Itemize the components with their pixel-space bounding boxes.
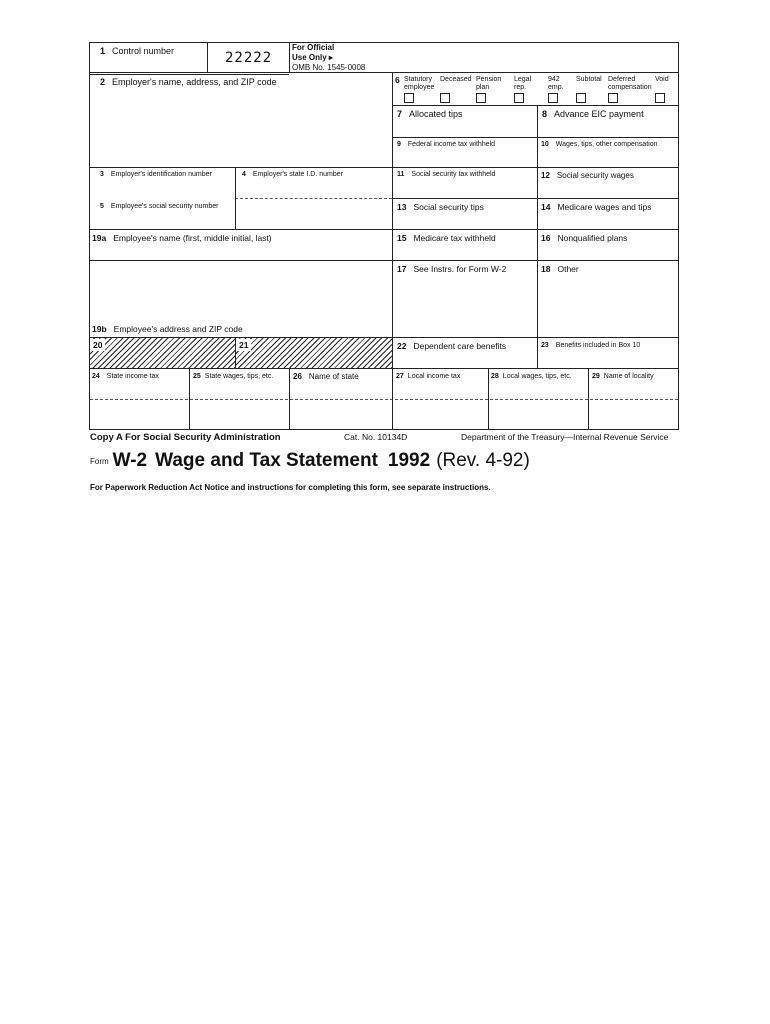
w2-form-grid <box>89 42 679 430</box>
box4-text: Employer's state I.D. number <box>252 171 343 178</box>
omb-number: OMB No. 1545-0008 <box>292 63 366 72</box>
box10-number: 10 <box>541 141 549 148</box>
box6-checkbox[interactable] <box>440 93 450 103</box>
box12-number: 12 <box>541 171 550 180</box>
box6-checkbox[interactable] <box>608 93 618 103</box>
box29-text: Name of locality <box>603 373 654 380</box>
col-divider <box>488 368 489 430</box>
form-name: Wage and Tax Statement <box>155 450 378 471</box>
box27-label <box>396 373 460 381</box>
col-divider <box>392 72 393 368</box>
form-title <box>90 450 530 472</box>
box14-text: Medicare wages and tips <box>557 202 652 212</box>
box6-checkbox[interactable] <box>655 93 665 103</box>
box12-label <box>541 171 634 181</box>
box7-text: Allocated tips <box>409 109 463 119</box>
col-divider <box>235 167 236 229</box>
box29-number: 29 <box>592 373 600 380</box>
box19a-text: Employee's name (first, middle initial, last) <box>113 233 272 243</box>
box6-checkbox[interactable] <box>404 93 414 103</box>
col-divider <box>588 368 589 430</box>
box6-checkbox[interactable] <box>514 93 524 103</box>
col-divider <box>537 105 538 338</box>
box6-checkbox[interactable] <box>476 93 486 103</box>
box6-item-label: 942 <box>548 76 560 83</box>
box4-number: 4 <box>242 171 246 178</box>
box19b-number: 19b <box>92 324 107 334</box>
box7-number: 7 <box>397 109 403 119</box>
box5-number: 5 <box>100 203 104 210</box>
form-revision: (Rev. 4-92) <box>436 450 530 471</box>
col-divider <box>207 43 208 73</box>
box19b-text: Employee's address and ZIP code <box>113 324 243 334</box>
box6-item-label: Deferred <box>608 76 636 83</box>
form-year: 1992 <box>387 450 431 471</box>
box2-number: 2 <box>100 77 106 87</box>
col-divider <box>189 368 190 430</box>
box6-item-sublabel: plan <box>476 84 490 91</box>
box24-text: State income tax <box>106 373 159 380</box>
box13-label <box>397 202 484 212</box>
box10-label <box>541 141 657 149</box>
box24-number: 24 <box>92 373 100 380</box>
box2-text: Employer's name, address, and ZIP code <box>112 77 277 87</box>
box11-label <box>397 171 495 179</box>
box10-text: Wages, tips, other compensation <box>555 141 658 148</box>
box3-label <box>100 171 212 179</box>
box12-text: Social security wages <box>556 171 634 180</box>
box19b-label <box>92 324 243 334</box>
official-use-line2: Use Only ▸ <box>292 53 333 62</box>
box25-label <box>193 373 273 381</box>
catalog-number: Cat. No. 10134D <box>344 432 408 442</box>
col-divider <box>289 368 290 430</box>
box8-label <box>542 109 644 119</box>
box22-text: Dependent care benefits <box>413 341 507 351</box>
box16-number: 16 <box>541 233 551 243</box>
box9-label <box>397 141 495 149</box>
box20-hatch <box>90 338 235 368</box>
row-divider <box>90 260 678 261</box>
form-id: W-2 <box>112 450 148 471</box>
box6-item-sublabel: rep. <box>514 84 527 91</box>
box16-text: Nonqualified plans <box>557 233 628 243</box>
box6-item-label: Statutory <box>404 76 433 83</box>
official-use-line1: For Official <box>292 43 335 52</box>
box15-text: Medicare tax withheld <box>413 233 496 243</box>
box21-hatch <box>236 338 392 368</box>
copy-a-label: Copy A For Social Security Administration <box>90 432 281 443</box>
box22-number: 22 <box>397 341 407 351</box>
box8-number: 8 <box>542 109 548 119</box>
box28-text: Local wages, tips, etc. <box>502 373 572 380</box>
box22-label <box>397 341 506 351</box>
box20-number: 20 <box>90 339 105 351</box>
box9-text: Federal income tax withheld <box>407 141 496 148</box>
box14-label <box>541 202 652 212</box>
dashed-divider <box>90 399 678 400</box>
row-divider <box>392 137 678 138</box>
form-word: Form <box>90 457 109 466</box>
row-divider <box>90 74 289 75</box>
box6-item-label: Pension <box>476 76 502 83</box>
box2-label <box>100 77 277 87</box>
box28-number: 28 <box>491 373 499 380</box>
department-label: Department of the Treasury—Internal Revenue Service <box>461 432 669 442</box>
box21-number: 21 <box>236 339 251 351</box>
box6-item-label: Subtotal <box>576 76 602 83</box>
col-divider <box>537 337 538 368</box>
box19a-number: 19a <box>92 233 107 243</box>
box28-label <box>491 373 572 381</box>
box26-label <box>293 372 359 382</box>
box7-label <box>397 109 463 119</box>
box14-number: 14 <box>541 202 551 212</box>
box6-item-sublabel: employee <box>404 84 435 91</box>
row-divider <box>90 72 289 73</box>
box1-label <box>100 46 174 56</box>
row-divider <box>392 105 678 106</box>
box18-label <box>541 264 579 274</box>
control-number-value: 22222 <box>225 50 273 66</box>
box6-checkbox[interactable] <box>576 93 586 103</box>
box24-label <box>92 373 159 381</box>
box11-text: Social security tax withheld <box>411 171 496 178</box>
box27-number: 27 <box>396 373 404 380</box>
box3-text: Employer's identification number <box>110 171 212 178</box>
box5-text: Employee's social security number <box>110 203 219 210</box>
box15-number: 15 <box>397 233 407 243</box>
box18-number: 18 <box>541 264 551 274</box>
paperwork-notice: For Paperwork Reduction Act Notice and instructions for completing this form, see separate instructions. <box>90 483 491 492</box>
box1-text: Control number <box>112 46 175 56</box>
box3-number: 3 <box>100 171 104 178</box>
box6-number: 6 <box>395 75 400 85</box>
row-divider <box>90 229 678 230</box>
box23-text: Benefits included in Box 10 <box>555 342 641 349</box>
box27-text: Local income tax <box>407 373 461 380</box>
box11-number: 11 <box>397 171 405 178</box>
col-divider <box>392 368 393 430</box>
box18-text: Other <box>557 264 579 274</box>
box16-label <box>541 233 627 243</box>
box13-text: Social security tips <box>413 202 484 212</box>
box25-text: State wages, tips, etc. <box>204 373 274 380</box>
dashed-divider <box>235 198 392 199</box>
box26-number: 26 <box>293 372 302 381</box>
box17-text: See Instrs. for Form W-2 <box>413 264 507 274</box>
box6-item-sublabel: compensation <box>608 84 652 91</box>
box4-label <box>242 171 343 179</box>
box1-number: 1 <box>100 46 106 56</box>
box9-number: 9 <box>397 141 401 148</box>
box6-checkbox[interactable] <box>548 93 558 103</box>
box15-label <box>397 233 496 243</box>
box17-number: 17 <box>397 264 407 274</box>
box19a-label <box>92 233 272 243</box>
col-divider <box>289 43 290 73</box>
box6-item-label: Legal <box>514 76 532 83</box>
box23-label <box>541 342 640 350</box>
box26-text: Name of state <box>308 372 359 381</box>
box6-item-label: Void <box>655 76 669 83</box>
box13-number: 13 <box>397 202 407 212</box>
box8-text: Advance EIC payment <box>554 109 644 119</box>
row-divider <box>90 368 678 369</box>
box6-item-label: Deceased <box>440 76 472 83</box>
box23-number: 23 <box>541 342 549 349</box>
row-divider <box>90 167 678 168</box>
box29-label <box>592 373 654 381</box>
box17-label <box>397 264 506 274</box>
box5-label <box>100 203 218 211</box>
box6-item-sublabel: emp. <box>548 84 564 91</box>
row-divider <box>392 198 678 199</box>
box25-number: 25 <box>193 373 201 380</box>
